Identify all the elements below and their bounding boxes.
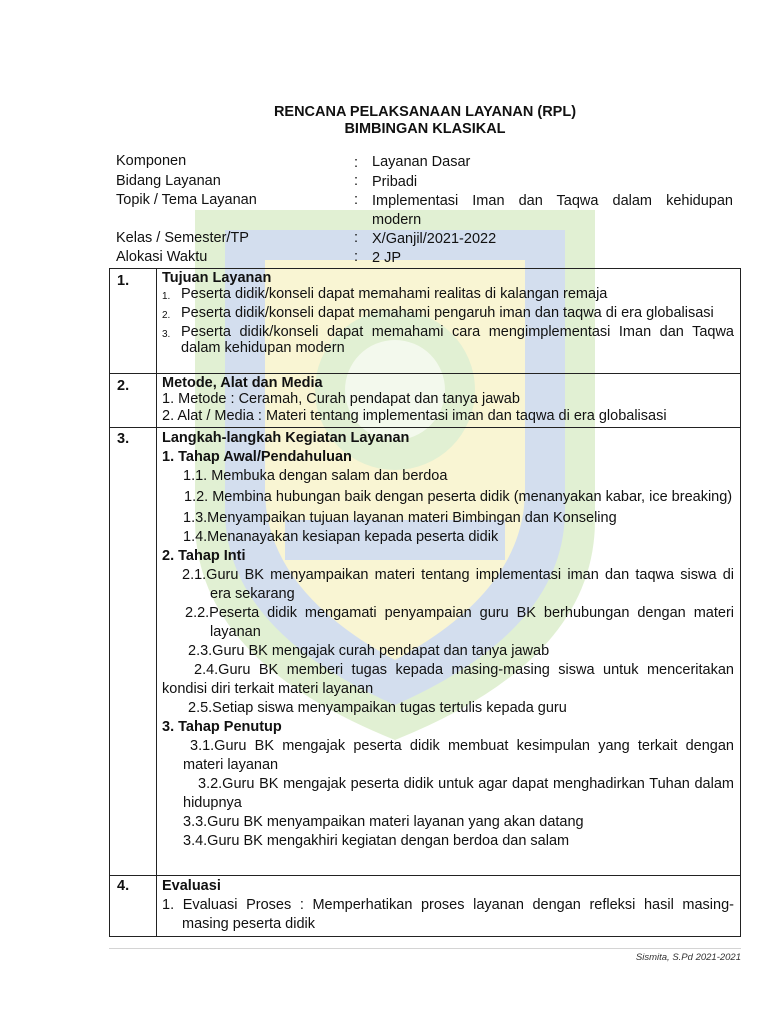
- evaluation-item: 1. Evaluasi Proses : Memperhatikan proses layanan dengan refleksi hasil masing-masing peserta didik: [162, 897, 734, 932]
- meta-key: Alokasi Waktu: [116, 249, 208, 265]
- meta-row-kelas: [116, 230, 736, 250]
- table-row: [110, 374, 741, 428]
- step-item: 3.3.Guru BK menyampaikan materi layanan yang akan datang: [183, 814, 584, 830]
- step-item: 3.4.Guru BK mengakhiri kegiatan dengan berdoa dan salam: [183, 833, 570, 849]
- title-line-2: BIMBINGAN KLASIKAL: [344, 121, 506, 137]
- meta-row-bidang: [116, 173, 736, 193]
- step-item: 2.5.Setiap siswa menyampaikan tugas tertulis kepada guru: [188, 700, 567, 716]
- step-item: 3.1.Guru BK mengajak peserta didik membuat kesimpulan yang terkait dengan materi layanan: [183, 738, 734, 773]
- meta-colon: :: [354, 230, 359, 246]
- meta-row-alokasi: [116, 249, 736, 269]
- table-row: [110, 428, 741, 876]
- list-text: Peserta didik/konseli dapat memahami pengaruh iman dan taqwa di era globalisasi: [181, 305, 714, 321]
- meta-row-topik: [116, 192, 736, 228]
- phase-title: 2. Tahap Inti: [162, 548, 246, 564]
- section-heading: Tujuan Layanan: [162, 270, 272, 286]
- phase-title: 1. Tahap Awal/Pendahuluan: [162, 449, 352, 465]
- media-item: 2. Alat / Media : Materi tentang implementasi iman dan taqwa di era globalisasi: [162, 408, 667, 424]
- meta-value: Layanan Dasar: [372, 154, 471, 170]
- step-item: 2.4.Guru BK memberi tugas kepada masing-masing siswa untuk menceritakan kondisi diri terkait materi layanan: [162, 662, 734, 697]
- meta-value: X/Ganjil/2021-2022: [372, 231, 497, 247]
- section-body: [157, 876, 741, 937]
- step-item: 2.2.Peserta didik mengamati penyampaian guru BK berhubungan dengan materi layanan: [185, 605, 734, 640]
- step-item: 2.3.Guru BK mengajak curah pendapat dan tanya jawab: [188, 643, 550, 659]
- step-item: 1.4.Menanayakan kesiapan kepada peserta didik: [183, 529, 499, 545]
- list-number: 1.: [162, 291, 171, 302]
- meta-colon: :: [354, 249, 359, 265]
- list-item: [162, 305, 734, 324]
- meta-key: Komponen: [116, 153, 187, 169]
- meta-colon: :: [354, 173, 359, 189]
- section-number: 1.: [110, 269, 157, 374]
- meta-key: Topik / Tema Layanan: [116, 192, 257, 208]
- step-item: 1.3.Menyampaikan tujuan layanan materi Bimbingan dan Konseling: [183, 510, 617, 526]
- objective-list: [162, 286, 734, 356]
- section-body: [157, 428, 741, 876]
- section-number: 2.: [110, 374, 157, 428]
- section-heading: Evaluasi: [162, 878, 221, 894]
- list-item: [162, 286, 734, 305]
- step-item: 2.1.Guru BK menyampaikan materi tentang implementasi iman dan taqwa siswa di era sekarang: [182, 567, 734, 602]
- list-text: Peserta didik/konseli dapat memahami cara mengimplementasi Iman dan Taqwa dalam kehidupan modern: [181, 324, 734, 356]
- title-line-1: RENCANA PELAKSANAAN LAYANAN (RPL): [273, 104, 577, 120]
- section-heading: Metode, Alat dan Media: [162, 375, 323, 391]
- method-item: 1. Metode : Ceramah, Curah pendapat dan tanya jawab: [162, 391, 520, 407]
- section-body: [157, 269, 741, 374]
- meta-value: 2 JP: [372, 250, 402, 266]
- table-row: [110, 269, 741, 374]
- section-number: 4.: [110, 876, 157, 937]
- section-heading: Langkah-langkah Kegiatan Layanan: [162, 430, 410, 446]
- meta-value: Implementasi Iman dan Taqwa dalam kehidupan modern: [372, 193, 733, 228]
- list-number: 2.: [162, 310, 171, 321]
- meta-key: Bidang Layanan: [116, 173, 221, 189]
- meta-colon: :: [354, 192, 359, 208]
- list-text: Peserta didik/konseli dapat memahami realitas di kalangan remaja: [181, 286, 608, 302]
- document-title: [0, 104, 768, 138]
- step-item: 3.2.Guru BK mengajak peserta didik untuk agar dapat menghadirkan Tuhan dalam hidupnya: [183, 776, 734, 811]
- meta-key: Kelas / Semester/TP: [116, 230, 249, 246]
- section-body: [157, 374, 741, 428]
- step-item: 1.1. Membuka dengan salam dan berdoa: [183, 468, 448, 484]
- footer-author: Sismita, S.Pd 2021-2021: [635, 952, 741, 963]
- step-item: 1.2. Membina hubungan baik dengan peserta didik (menanyakan kabar, ice breaking): [184, 489, 733, 505]
- footer-divider: [109, 948, 741, 949]
- table-row: [110, 876, 741, 937]
- meta-value: Pribadi: [372, 174, 418, 190]
- meta-colon: :: [354, 155, 359, 171]
- rpl-table: [109, 268, 741, 937]
- list-number: 3.: [162, 329, 171, 340]
- section-number: 3.: [110, 428, 157, 876]
- list-item: [162, 324, 734, 356]
- meta-row-komponen: [116, 153, 736, 173]
- phase-title: 3. Tahap Penutup: [162, 719, 282, 735]
